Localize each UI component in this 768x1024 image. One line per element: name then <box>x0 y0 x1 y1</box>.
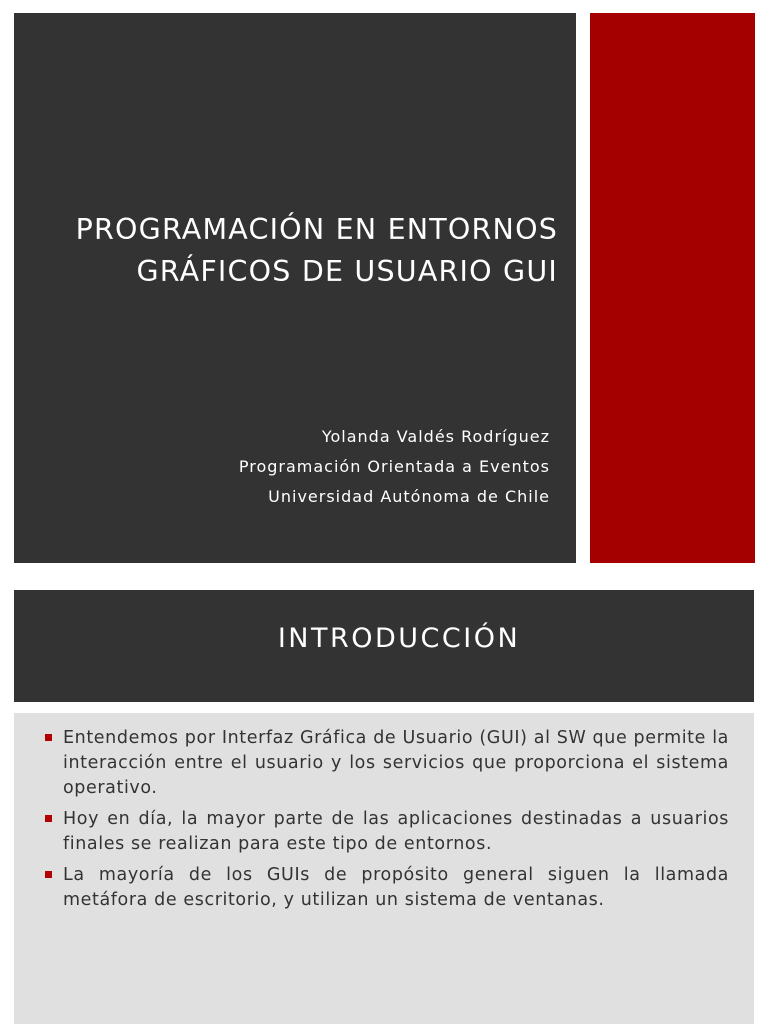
bullet-item <box>45 807 729 857</box>
subtitle-block <box>30 422 550 512</box>
bullet-item <box>45 863 729 913</box>
bullet-square-icon <box>45 871 52 878</box>
slide-title <box>28 209 558 293</box>
intro-body-panel <box>14 713 754 1024</box>
bullet-square-icon <box>45 815 52 822</box>
slide-title-line-1: PROGRAMACIÓN EN ENTORNOS <box>75 213 558 246</box>
university-name: Universidad Autónoma de Chile <box>268 487 550 506</box>
bullet-item <box>45 726 729 801</box>
slide-title-line-2: GRÁFICOS DE USUARIO GUI <box>136 255 558 288</box>
intro-header-panel <box>14 590 754 702</box>
bullet-list <box>45 726 729 919</box>
course-name: Programación Orientada a Eventos <box>238 457 550 476</box>
bullet-text: Hoy en día, la mayor parte de las aplicaciones destinadas a usuarios finales se realizan para este tipo de entornos. <box>63 809 729 854</box>
bullet-text: Entendemos por Interfaz Gráfica de Usuario (GUI) al SW que permite la interacción entre el usuario y los servicios que proporciona el sistema operativo. <box>63 728 729 798</box>
bullet-text: La mayoría de los GUIs de propósito general siguen la llamada metáfora de escritorio, y utilizan un sistema de ventanas. <box>63 865 729 910</box>
bullet-square-icon <box>45 734 52 741</box>
accent-red-panel <box>590 13 755 563</box>
intro-title: INTRODUCCIÓN <box>277 623 521 654</box>
title-slide-panel <box>14 13 576 563</box>
author-name: Yolanda Valdés Rodríguez <box>321 427 550 446</box>
